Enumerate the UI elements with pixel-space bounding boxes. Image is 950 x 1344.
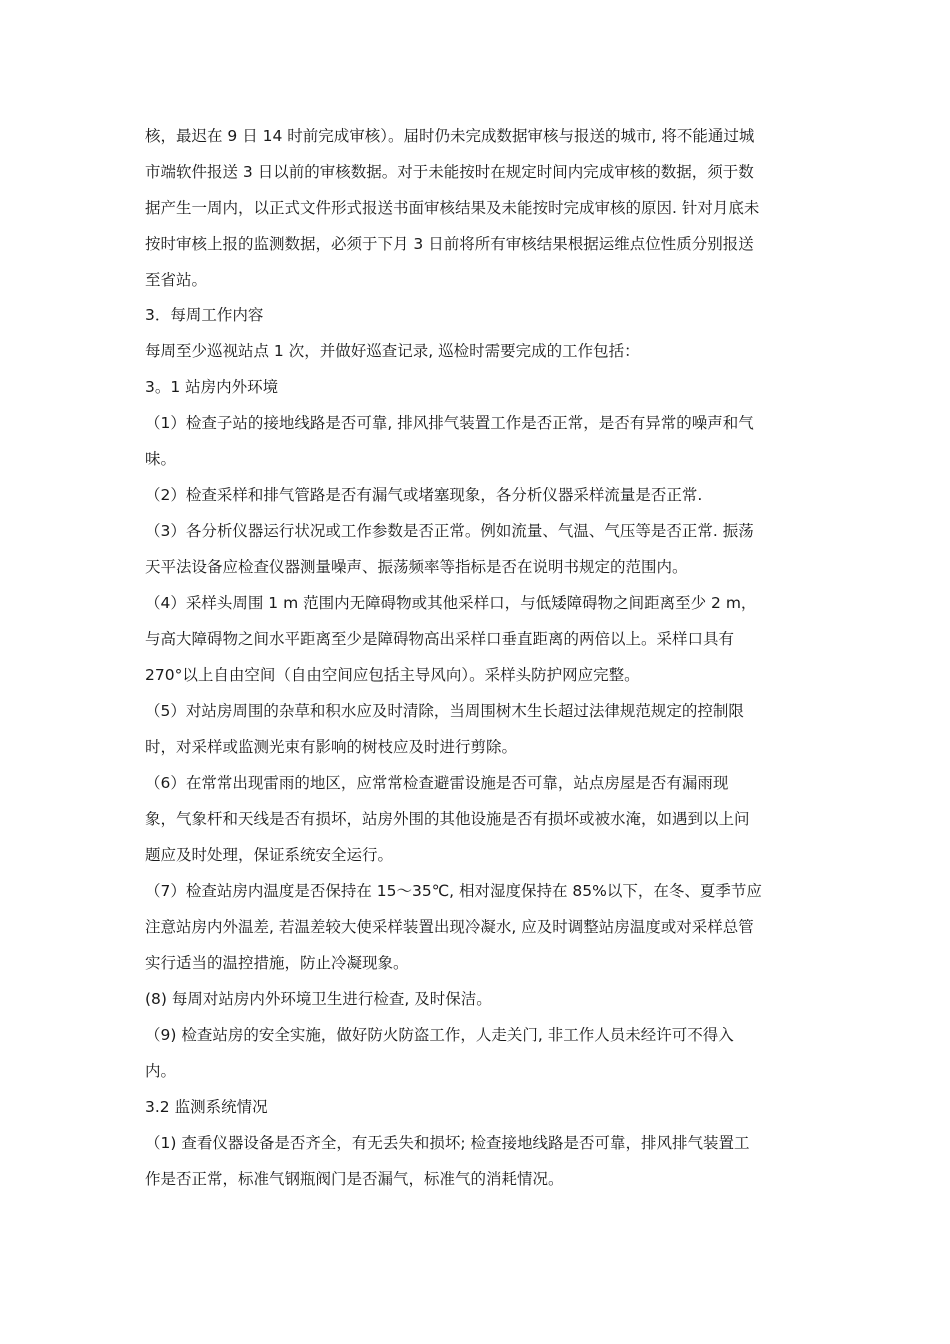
section-heading: 3.2 监测系统情况 <box>145 1098 268 1116</box>
text-line: （9) 检查站房的安全实施，做好防火防盗工作，人走关门, 非工作人员未经许可不得入 <box>145 1026 734 1044</box>
text-line: 作是否正常，标准气钢瓶阀门是否漏气，标准气的消耗情况。 <box>145 1170 564 1188</box>
text-line: （2）检查采样和排气管路是否有漏气或堵塞现象，各分析仪器采样流量是否正常. <box>145 486 703 504</box>
text-line: （1）检查子站的接地线路是否可靠, 排风排气装置工作是否正常，是否有异常的噪声和气 <box>145 414 754 432</box>
text-line: （4）采样头周围 1 m 范围内无障碍物或其他采样口，与低矮障碍物之间距离至少 2 m， <box>145 594 757 612</box>
text-line: 天平法设备应检查仪器测量噪声、振荡频率等指标是否在说明书规定的范围内。 <box>145 558 688 576</box>
text-line: （5）对站房周围的杂草和积水应及时清除，当周围树木生长超过法律规范规定的控制限 <box>145 702 744 720</box>
section-heading: 3．每周工作内容 <box>145 306 264 324</box>
text-line: （7）检查站房内温度是否保持在 15～35℃, 相对湿度保持在 85%以下，在冬、夏季节应 <box>145 882 762 900</box>
section-heading: 3。1 站房内外环境 <box>145 378 279 396</box>
text-line: (8) 每周对站房内外环境卫生进行检查, 及时保洁。 <box>145 990 492 1008</box>
text-line: 市端软件报送 3 日以前的审核数据。对于未能按时在规定时间内完成审核的数据，须于数 <box>145 163 754 181</box>
text-line: （1) 查看仪器设备是否齐全，有无丢失和损坏; 检查接地线路是否可靠，排风排气装置工 <box>145 1134 750 1152</box>
text-line: 与高大障碍物之间水平距离至少是障碍物高出采样口垂直距离的两倍以上。采样口具有 <box>145 630 735 648</box>
text-line: 实行适当的温控措施，防止冷凝现象。 <box>145 954 409 972</box>
text-line: 味。 <box>145 450 177 468</box>
text-line: （3）各分析仪器运行状况或工作参数是否正常。例如流量、气温、气压等是否正常. 振荡 <box>145 522 754 540</box>
text-line: 核，最迟在 9 日 14 时前完成审核）。届时仍未完成数据审核与报送的城市, 将不能通过城 <box>145 127 755 145</box>
text-line: 据产生一周内，以正式文件形式报送书面审核结果及未能按时完成审核的原因. 针对月底未 <box>145 199 760 217</box>
text-line: 题应及时处理，保证系统安全运行。 <box>145 846 394 864</box>
text-line: 注意站房内外温差, 若温差较大使采样装置出现冷凝水, 应及时调整站房温度或对采样总管 <box>145 918 754 936</box>
text-line: 内。 <box>145 1062 177 1080</box>
text-line: 时，对采样或监测光束有影响的树枝应及时进行剪除。 <box>145 738 518 756</box>
text-line: 每周至少巡视站点 1 次，并做好巡查记录, 巡检时需要完成的工作包括： <box>145 342 640 360</box>
text-line: 象，气象杆和天线是否有损坏，站房外围的其他设施是否有损坏或被水淹，如遇到以上问 <box>145 810 750 828</box>
text-line: 至省站。 <box>145 271 208 289</box>
text-line: （6）在常常出现雷雨的地区，应常常检查避雷设施是否可靠，站点房屋是否有漏雨现 <box>145 774 729 792</box>
text-line: 按时审核上报的监测数据，必须于下月 3 日前将所有审核结果根据运维点位性质分别报送 <box>145 235 754 253</box>
text-line: 270°以上自由空间（自由空间应包括主导风向）。采样头防护网应完整。 <box>145 666 640 684</box>
